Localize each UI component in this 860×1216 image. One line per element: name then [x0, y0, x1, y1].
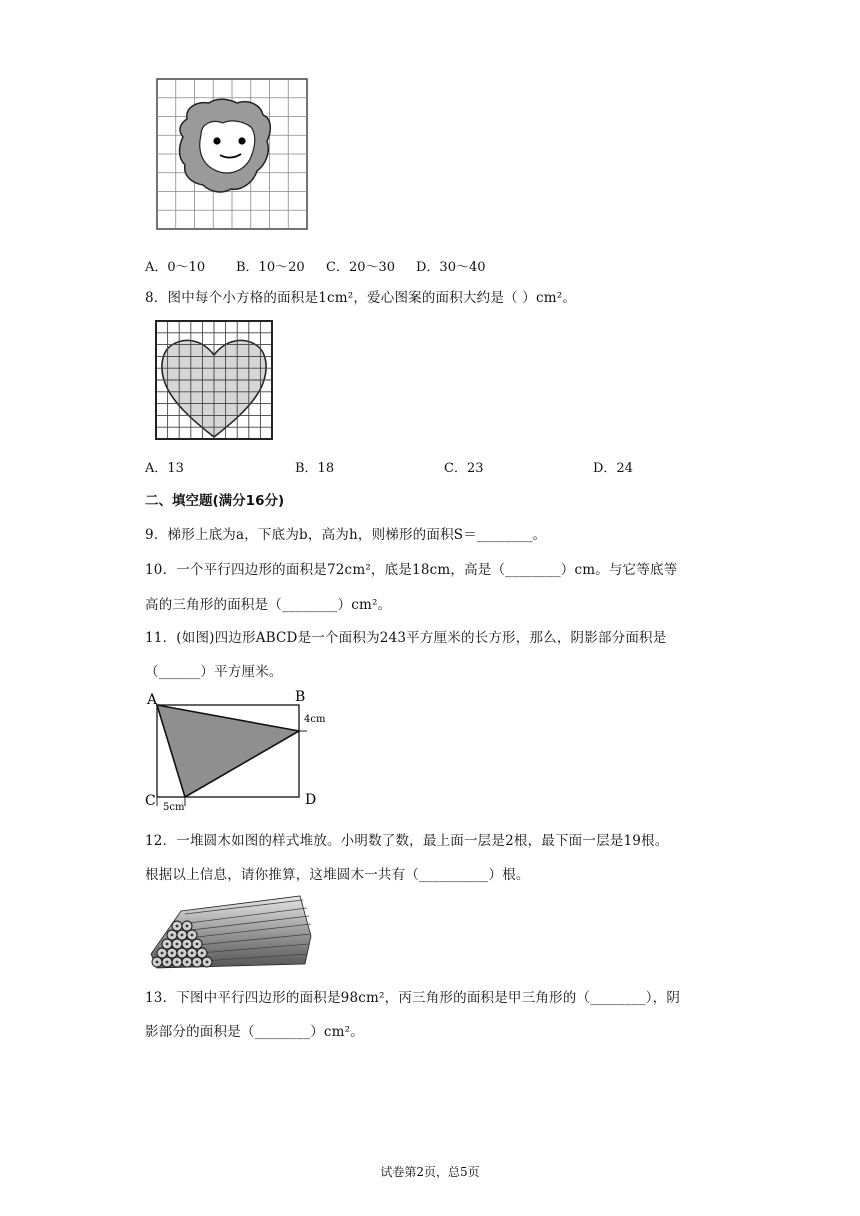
- label-d: D: [305, 792, 317, 808]
- q10-line-1: 10．一个平行四边形的面积是72cm²，底是18cm，高是（________）cm。与它等底等: [145, 562, 678, 578]
- page-footer: 试卷第2页，总5页: [380, 1165, 480, 1179]
- heart-grid-figure: [156, 321, 272, 439]
- q13-line-1: 13．下图中平行四边形的面积是98cm²，丙三角形的面积是甲三角形的（________），阴: [145, 990, 681, 1006]
- q13-line-2: 影部分的面积是（________）cm²。: [145, 1024, 364, 1040]
- rectangle-abcd-figure: [145, 688, 335, 813]
- q11-line-1: 11．(如图)四边形ABCD是一个面积为243平方厘米的长方形，那么，阴影部分面积是: [145, 630, 667, 646]
- q8-option-a: A．13: [145, 461, 184, 476]
- q9-stem: 9．梯形上底为a，下底为b，高为h，则梯形的面积S＝________。: [145, 527, 547, 543]
- q10-line-2: 高的三角形的面积是（________）cm²。: [145, 597, 392, 613]
- section-heading: 二、填空题(满分16分): [145, 493, 285, 509]
- q8-stem: 8．图中每个小方格的面积是1cm²，爱心图案的面积大约是（ ）cm²。: [145, 290, 577, 306]
- label-b: B: [295, 689, 306, 705]
- log-pile-figure: [145, 894, 320, 969]
- label-5cm: 5cm: [163, 802, 185, 813]
- q11-line-2: （______）平方厘米。: [145, 664, 283, 680]
- label-4cm: 4cm: [304, 714, 326, 725]
- q8-option-b: B．18: [295, 461, 335, 476]
- q7-option-a: A．0～10: [145, 260, 206, 275]
- q8-option-c: C．23: [444, 461, 484, 476]
- q7-option-b: B．10～20: [236, 260, 305, 275]
- q12-line-1: 12．一堆圆木如图的样式堆放。小明数了数，最上面一层是2根，最下面一层是19根。: [145, 833, 669, 849]
- q8-option-d: D．24: [593, 461, 633, 476]
- q7-option-d: D．30～40: [416, 260, 486, 275]
- label-c: C: [145, 793, 156, 809]
- face-grid-figure: [157, 79, 307, 229]
- label-a: A: [147, 692, 158, 708]
- q7-option-c: C．20～30: [326, 260, 396, 275]
- q12-line-2: 根据以上信息，请你推算，这堆圆木一共有（__________）根。: [145, 867, 530, 883]
